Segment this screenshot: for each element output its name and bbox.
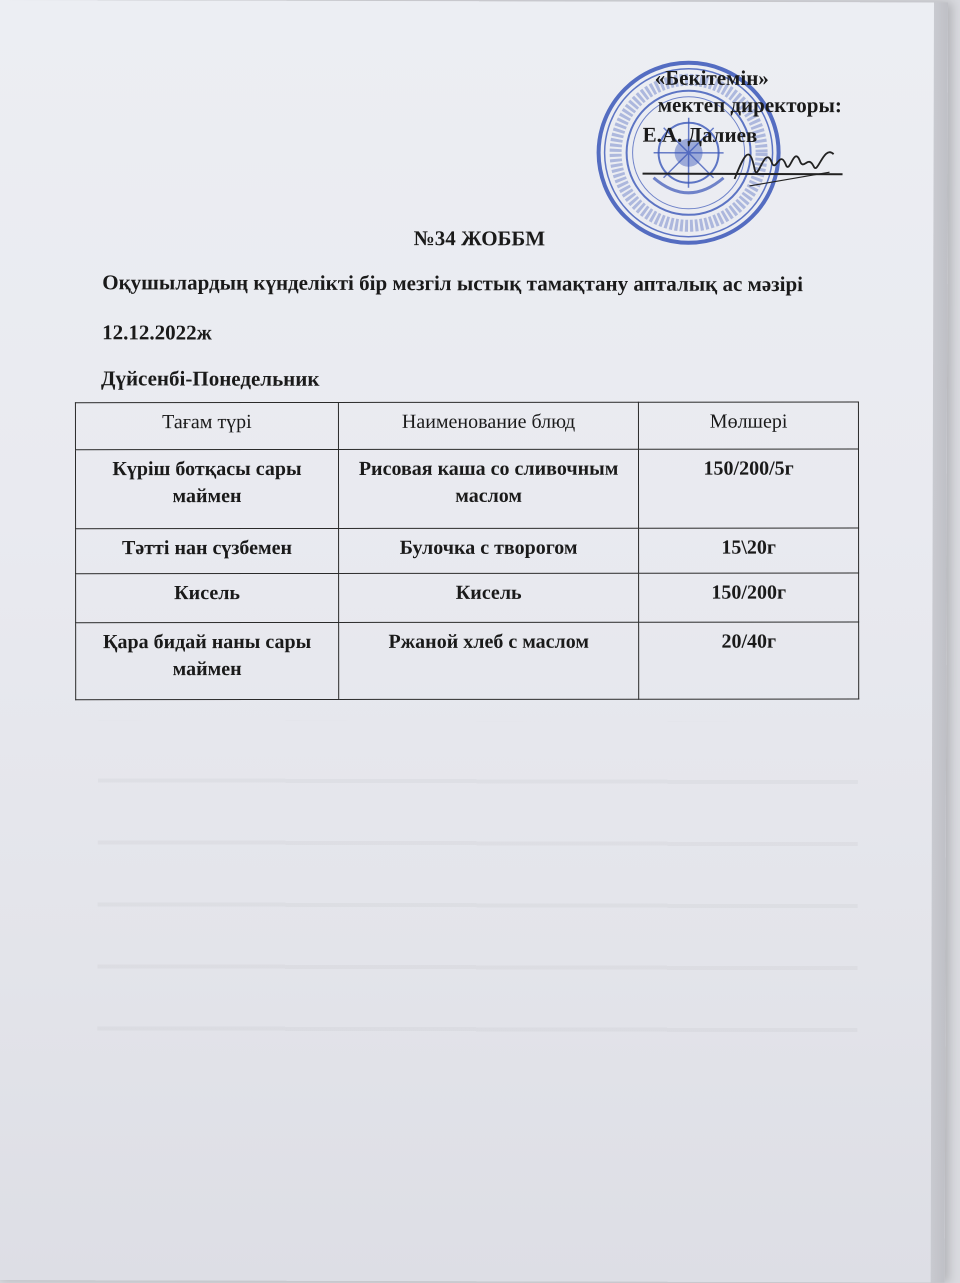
table-cell: Рисовая каша со сливочным маслом (338, 449, 638, 528)
table-cell: Булочка с творогом (338, 528, 638, 573)
table-cell: 15\20г (639, 528, 859, 573)
table-row (76, 528, 859, 574)
column-header-portion: Мөлшері (639, 402, 859, 449)
table-header-row (75, 402, 858, 450)
table-cell: 150/200/5г (639, 449, 859, 528)
table-cell: Тәтті нан сүзбемен (76, 528, 339, 573)
approval-name: Е.А. Далиев (643, 123, 758, 147)
table-cell: Қара бидай наны сары маймен (76, 622, 339, 699)
table-cell: 20/40г (639, 622, 859, 699)
table-cell: Кисель (76, 573, 339, 622)
paper-edge (931, 2, 948, 1282)
signature-icon (729, 124, 839, 194)
document-title: Оқушылардың күнделікті бір мезгіл ыстық тамақтану апталық ас мәзірі (102, 270, 803, 297)
column-header-dish-ru: Наименование блюд (338, 402, 638, 449)
table-row (76, 622, 859, 700)
table-row (75, 449, 858, 529)
approval-label: «Бекітемін» (655, 66, 769, 90)
table-row (76, 573, 859, 623)
menu-date: 12.12.2022ж (102, 320, 212, 345)
table-cell: 150/200г (639, 573, 859, 622)
table-cell: Күріш ботқасы сары маймен (75, 449, 338, 528)
table-cell: Ржаной хлеб с маслом (339, 622, 639, 699)
menu-table (75, 402, 859, 701)
approval-position: мектеп директоры: (658, 93, 842, 117)
menu-day: Дүйсенбі-Понедельник (101, 366, 320, 392)
show-through-shadow (97, 720, 858, 1062)
school-name: №34 ЖОББМ (0, 225, 959, 253)
column-header-dish-kz: Тағам түрі (75, 402, 338, 449)
table-cell: Кисель (339, 573, 639, 622)
